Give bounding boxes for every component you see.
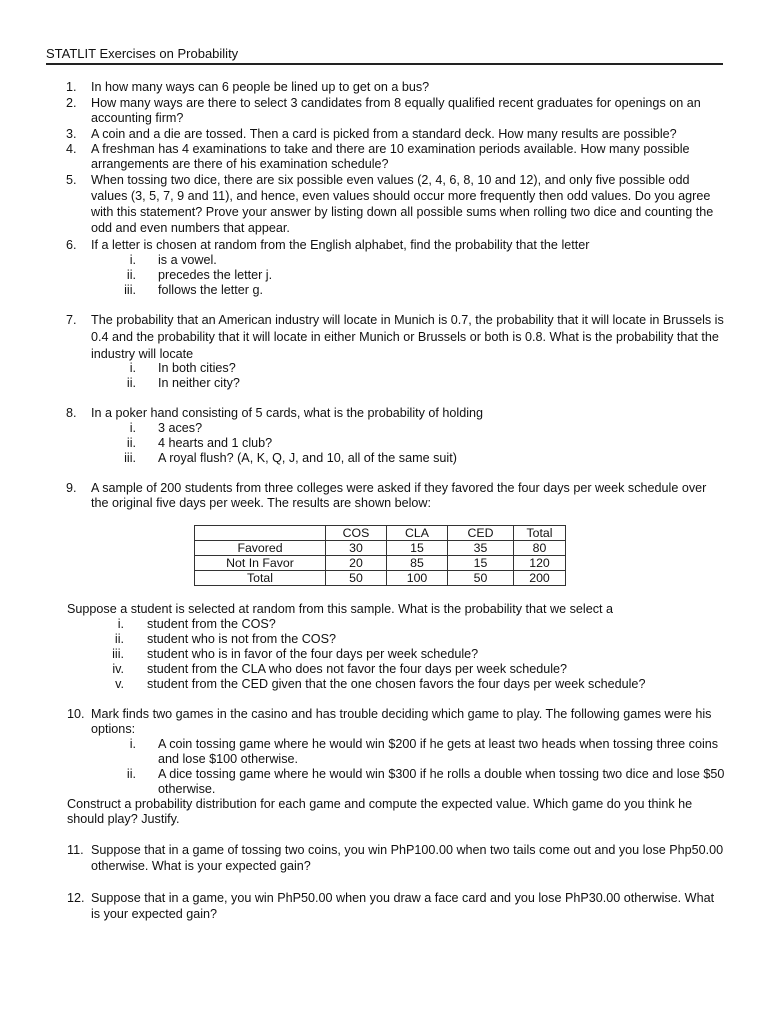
question-1-text: In how many ways can 6 people be lined up to get on a bus? — [91, 80, 430, 94]
table-header-cell: CLA — [387, 526, 448, 541]
table-header-row — [195, 526, 566, 541]
question-8-item-1-number: i. — [129, 421, 136, 435]
question-3-number: 3. — [66, 127, 77, 141]
question-6-item-3-text: follows the letter g. — [158, 283, 263, 297]
question-5-line-1: When tossing two dice, there are six possible even values (2, 4, 6, 8, 10 and 12), and only five possible odd — [91, 173, 690, 187]
table-header-cell — [195, 526, 326, 541]
table-cell: 50 — [326, 571, 387, 586]
question-2-line-1: How many ways are there to select 3 candidates from 8 equally qualified recent graduates for openings on an — [91, 96, 701, 110]
table-cell: 35 — [448, 541, 514, 556]
table-row — [195, 556, 566, 571]
question-9-item-3-number: iii. — [112, 647, 124, 661]
question-2-number: 2. — [66, 96, 77, 110]
question-9-number: 9. — [66, 481, 77, 495]
question-9-item-1-text: student from the COS? — [147, 617, 276, 631]
question-7-item-1-text: In both cities? — [158, 361, 236, 375]
question-6-item-1-text: is a vowel. — [158, 253, 217, 267]
question-8-item-2-number: ii. — [126, 436, 136, 450]
page-title: STATLIT Exercises on Probability — [46, 46, 239, 61]
question-11-line-1: Suppose that in a game of tossing two coins, you win PhP100.00 when two tails come out and you lose Php50.00 — [91, 843, 724, 857]
table-row — [195, 541, 566, 556]
table-cell: 200 — [514, 571, 566, 586]
question-7-line-2: 0.4 and the probability that it will locate in either Munich or Brussels or both is 0.8. What is the probability that the — [91, 330, 719, 344]
question-5-line-4: odd and even numbers that appear. — [91, 221, 290, 235]
question-5-line-3: with this statement? Prove your answer by listing down all possible sums when rolling two dice and counting the — [91, 205, 714, 219]
table-header-cell: COS — [326, 526, 387, 541]
question-6-number: 6. — [66, 238, 77, 252]
question-11-number: 11. — [67, 843, 84, 857]
question-3-text: A coin and a die are tossed. Then a card is picked from a standard deck. How many results are possible? — [91, 127, 677, 141]
question-12-number: 12. — [67, 891, 85, 905]
question-9-item-5-number: v. — [115, 677, 124, 691]
question-10-line-1: Mark finds two games in the casino and has trouble deciding which game to play. The following games were his — [91, 707, 712, 721]
question-6-item-2-text: precedes the letter j. — [158, 268, 273, 282]
question-5-line-2: values (3, 5, 7, 9 and 11), and hence, even values should occur more frequently then odd values. Do you agree — [91, 189, 711, 203]
table-row-label: Total — [195, 571, 326, 586]
question-7-item-1-number: i. — [129, 361, 136, 375]
question-10-item-1-line-2: and lose $100 otherwise. — [158, 752, 299, 766]
question-9-line-1: A sample of 200 students from three colleges were asked if they favored the four days per week schedule over — [91, 481, 707, 495]
table-cell: 80 — [514, 541, 566, 556]
question-4-line-1: A freshman has 4 examinations to take and there are 10 examination periods available. How many possible — [91, 142, 690, 156]
survey-table — [194, 525, 566, 586]
question-10-closing-line-1: Construct a probability distribution for each game and compute the expected value. Which game do you think he — [67, 797, 693, 811]
question-10-closing-line-2: should play? Justify. — [67, 812, 180, 826]
question-7-line-3: industry will locate — [91, 347, 194, 361]
table-cell: 120 — [514, 556, 566, 571]
question-1-number: 1. — [66, 80, 77, 94]
question-8-item-3-number: iii. — [124, 451, 136, 465]
question-7-number: 7. — [66, 313, 77, 327]
question-5-number: 5. — [66, 173, 77, 187]
question-7-item-2-number: ii. — [126, 376, 136, 390]
question-10-number: 10. — [67, 707, 85, 721]
question-9-prompt: Suppose a student is selected at random from this sample. What is the probability that we select a — [67, 602, 614, 616]
question-9-item-5-text: student from the CED given that the one chosen favors the four days per week schedule? — [147, 677, 646, 691]
table-cell: 50 — [448, 571, 514, 586]
question-8-item-2-text: 4 hearts and 1 club? — [158, 436, 273, 450]
question-9-item-2-text: student who is not from the COS? — [147, 632, 336, 646]
question-9-line-2: the original five days per week. The results are shown below: — [91, 496, 431, 510]
question-4-number: 4. — [66, 142, 77, 156]
question-6-item-1-number: i. — [129, 253, 136, 267]
question-12-line-1: Suppose that in a game, you win PhP50.00 when you draw a face card and you lose PhP30.00 otherwise. What — [91, 891, 715, 905]
table-cell: 100 — [387, 571, 448, 586]
question-11-line-2: otherwise. What is your expected gain? — [91, 859, 311, 873]
question-8-item-3-text: A royal flush? (A, K, Q, J, and 10, all of the same suit) — [158, 451, 457, 465]
question-7-line-1: The probability that an American industry will locate in Munich is 0.7, the probability that it will locate in Brussels is — [91, 313, 724, 327]
table-cell: 85 — [387, 556, 448, 571]
table-cell: 15 — [448, 556, 514, 571]
question-4-line-2: arrangements are there of his examination schedule? — [91, 157, 389, 171]
table-cell: 15 — [387, 541, 448, 556]
table-row-label: Favored — [195, 541, 326, 556]
question-10-item-2-line-2: otherwise. — [158, 782, 216, 796]
question-9-item-4-number: iv. — [112, 662, 124, 676]
table-row-label: Not In Favor — [195, 556, 326, 571]
question-8-item-1-text: 3 aces? — [158, 421, 203, 435]
question-10-item-1-line-1: A coin tossing game where he would win $200 if he gets at least two heads when tossing three coins — [158, 737, 719, 751]
question-9-item-1-number: i. — [117, 617, 124, 631]
table-header-cell: CED — [448, 526, 514, 541]
table-row — [195, 571, 566, 586]
question-9-item-3-text: student who is in favor of the four days per week schedule? — [147, 647, 479, 661]
question-7-item-2-text: In neither city? — [158, 376, 240, 390]
question-9-item-4-text: student from the CLA who does not favor the four days per week schedule? — [147, 662, 568, 676]
question-10-item-2-line-1: A dice tossing game where he would win $300 if he rolls a double when tossing two dice and lose $50 — [158, 767, 725, 781]
question-6-item-3-number: iii. — [124, 283, 136, 297]
table-cell: 20 — [326, 556, 387, 571]
question-10-item-2-number: ii. — [126, 767, 136, 781]
question-6-item-2-number: ii. — [126, 268, 136, 282]
question-8-text: In a poker hand consisting of 5 cards, what is the probability of holding — [91, 406, 484, 420]
question-2-line-2: accounting firm? — [91, 111, 184, 125]
question-6-text: If a letter is chosen at random from the English alphabet, find the probability that the letter — [91, 238, 590, 252]
table-header-cell: Total — [514, 526, 566, 541]
table-cell: 30 — [326, 541, 387, 556]
question-10-line-2: options: — [91, 722, 136, 736]
title-divider — [46, 63, 723, 65]
question-8-number: 8. — [66, 406, 77, 420]
question-12-line-2: is your expected gain? — [91, 907, 218, 921]
question-9-item-2-number: ii. — [114, 632, 124, 646]
question-10-item-1-number: i. — [129, 737, 136, 751]
